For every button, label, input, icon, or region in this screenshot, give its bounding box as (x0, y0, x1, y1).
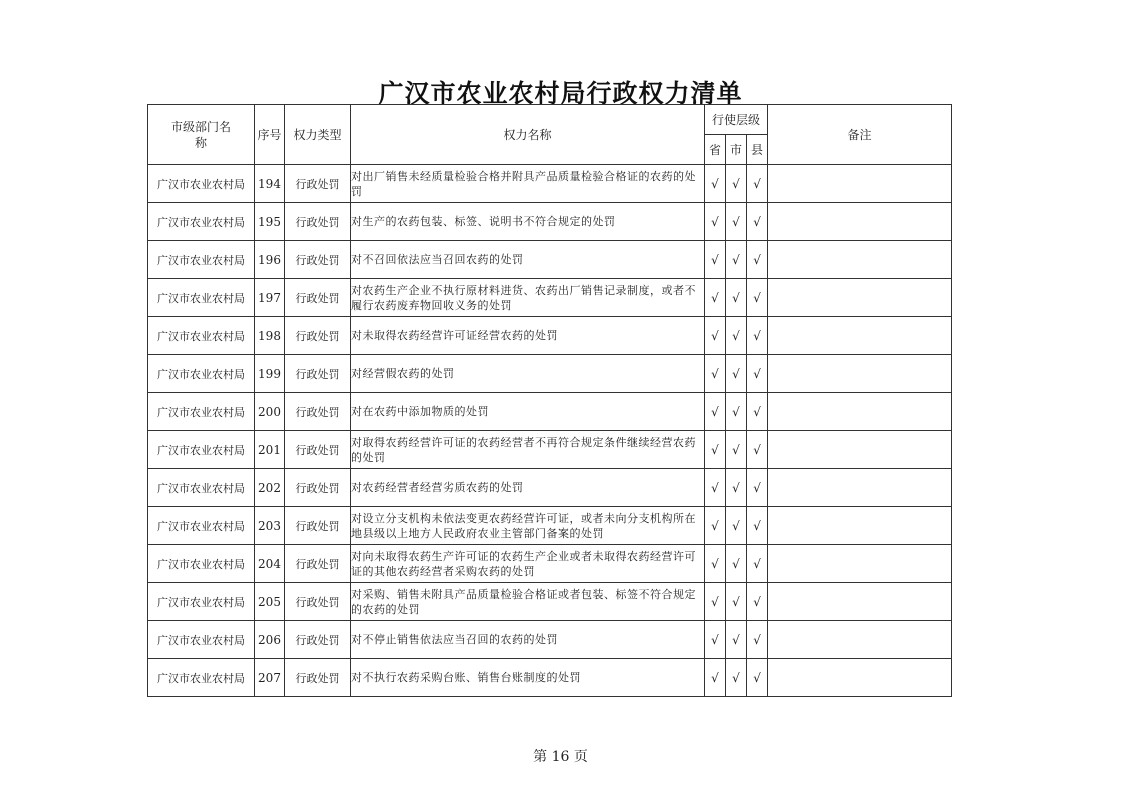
table-row (148, 507, 952, 545)
dept-cell: 广汉市农业农村局 (148, 431, 255, 469)
table-row (148, 621, 952, 659)
power-name-cell: 对取得农药经营许可证的农药经营者不再符合规定条件继续经营农药的处罚 (351, 431, 705, 469)
power-name-cell: 对农药生产企业不执行原材料进货、农药出厂销售记录制度，或者不履行农药废弃物回收义务的处罚 (351, 279, 705, 317)
power-type-cell: 行政处罚 (285, 279, 351, 317)
table-row (148, 431, 952, 469)
province-check-cell: √ (705, 659, 726, 697)
power-name-cell: 对不执行农药采购台账、销售台账制度的处罚 (351, 659, 705, 697)
note-cell (768, 431, 952, 469)
county-check-cell: √ (747, 431, 768, 469)
city-check-cell: √ (726, 393, 747, 431)
power-type-cell: 行政处罚 (285, 355, 351, 393)
city-check-cell: √ (726, 545, 747, 583)
power-type-cell: 行政处罚 (285, 393, 351, 431)
county-check-cell: √ (747, 621, 768, 659)
province-check-cell: √ (705, 621, 726, 659)
note-cell (768, 241, 952, 279)
dept-cell: 广汉市农业农村局 (148, 393, 255, 431)
table-body (148, 165, 952, 697)
seq-cell: 199 (255, 355, 285, 393)
seq-cell: 204 (255, 545, 285, 583)
dept-cell: 广汉市农业农村局 (148, 203, 255, 241)
note-cell (768, 507, 952, 545)
city-check-cell: √ (726, 317, 747, 355)
note-cell (768, 659, 952, 697)
city-check-cell: √ (726, 355, 747, 393)
province-check-cell: √ (705, 545, 726, 583)
power-name-cell: 对经营假农药的处罚 (351, 355, 705, 393)
power-type-cell: 行政处罚 (285, 621, 351, 659)
table-row (148, 469, 952, 507)
province-check-cell: √ (705, 583, 726, 621)
county-check-cell: √ (747, 355, 768, 393)
province-check-cell: √ (705, 431, 726, 469)
dept-cell: 广汉市农业农村局 (148, 355, 255, 393)
county-check-cell: √ (747, 317, 768, 355)
power-name-cell: 对不召回依法应当召回农药的处罚 (351, 241, 705, 279)
seq-cell: 197 (255, 279, 285, 317)
note-cell (768, 583, 952, 621)
seq-cell: 196 (255, 241, 285, 279)
note-cell (768, 621, 952, 659)
seq-cell: 198 (255, 317, 285, 355)
dept-cell: 广汉市农业农村局 (148, 469, 255, 507)
seq-cell: 205 (255, 583, 285, 621)
table-row (148, 165, 952, 203)
power-name-cell: 对不停止销售依法应当召回的农药的处罚 (351, 621, 705, 659)
city-check-cell: √ (726, 165, 747, 203)
province-check-cell: √ (705, 393, 726, 431)
province-check-cell: √ (705, 241, 726, 279)
power-name-cell: 对农药经营者经营劣质农药的处罚 (351, 469, 705, 507)
power-type-cell: 行政处罚 (285, 241, 351, 279)
power-type-cell: 行政处罚 (285, 203, 351, 241)
county-check-cell: √ (747, 203, 768, 241)
seq-cell: 207 (255, 659, 285, 697)
seq-cell: 194 (255, 165, 285, 203)
table-row (148, 355, 952, 393)
power-list-table (147, 104, 952, 697)
table-row (148, 203, 952, 241)
county-check-cell: √ (747, 545, 768, 583)
note-cell (768, 203, 952, 241)
dept-cell: 广汉市农业农村局 (148, 279, 255, 317)
table-row (148, 317, 952, 355)
seq-cell: 202 (255, 469, 285, 507)
header-note: 备注 (768, 105, 952, 165)
power-name-cell: 对生产的农药包装、标签、说明书不符合规定的处罚 (351, 203, 705, 241)
power-name-cell: 对在农药中添加物质的处罚 (351, 393, 705, 431)
note-cell (768, 469, 952, 507)
note-cell (768, 165, 952, 203)
page-number: 第 16 页 (533, 749, 588, 765)
province-check-cell: √ (705, 355, 726, 393)
county-check-cell: √ (747, 241, 768, 279)
header-city: 市 (726, 135, 747, 165)
table-row (148, 279, 952, 317)
city-check-cell: √ (726, 203, 747, 241)
dept-cell: 广汉市农业农村局 (148, 659, 255, 697)
city-check-cell: √ (726, 507, 747, 545)
city-check-cell: √ (726, 659, 747, 697)
note-cell (768, 355, 952, 393)
table-row (148, 241, 952, 279)
header-level: 行使层级 (705, 105, 768, 135)
province-check-cell: √ (705, 279, 726, 317)
power-name-cell: 对设立分支机构未依法变更农药经营许可证，或者未向分支机构所在地县级以上地方人民政府农业主管部门备案的处罚 (351, 507, 705, 545)
power-type-cell: 行政处罚 (285, 469, 351, 507)
city-check-cell: √ (726, 431, 747, 469)
power-type-cell: 行政处罚 (285, 431, 351, 469)
table-row (148, 393, 952, 431)
power-type-cell: 行政处罚 (285, 165, 351, 203)
county-check-cell: √ (747, 507, 768, 545)
city-check-cell: √ (726, 469, 747, 507)
seq-cell: 201 (255, 431, 285, 469)
header-seq: 序号 (255, 105, 285, 165)
power-name-cell: 对向未取得农药生产许可证的农药生产企业或者未取得农药经营许可证的其他农药经营者采购农药的处罚 (351, 545, 705, 583)
county-check-cell: √ (747, 469, 768, 507)
seq-cell: 206 (255, 621, 285, 659)
header-name: 权力名称 (351, 105, 705, 165)
power-type-cell: 行政处罚 (285, 583, 351, 621)
county-check-cell: √ (747, 393, 768, 431)
seq-cell: 203 (255, 507, 285, 545)
table-row (148, 583, 952, 621)
province-check-cell: √ (705, 203, 726, 241)
header-province: 省 (705, 135, 726, 165)
power-name-cell: 对未取得农药经营许可证经营农药的处罚 (351, 317, 705, 355)
header-dept: 市级部门名称 (148, 105, 255, 165)
note-cell (768, 393, 952, 431)
county-check-cell: √ (747, 279, 768, 317)
power-name-cell: 对出厂销售未经质量检验合格并附具产品质量检验合格证的农药的处罚 (351, 165, 705, 203)
note-cell (768, 545, 952, 583)
table-row (148, 659, 952, 697)
header-county: 县 (747, 135, 768, 165)
seq-cell: 200 (255, 393, 285, 431)
province-check-cell: √ (705, 469, 726, 507)
power-type-cell: 行政处罚 (285, 545, 351, 583)
dept-cell: 广汉市农业农村局 (148, 621, 255, 659)
city-check-cell: √ (726, 279, 747, 317)
dept-cell: 广汉市农业农村局 (148, 583, 255, 621)
city-check-cell: √ (726, 583, 747, 621)
page-title: 广汉市农业农村局行政权力清单 (378, 79, 743, 108)
power-type-cell: 行政处罚 (285, 659, 351, 697)
dept-cell: 广汉市农业农村局 (148, 165, 255, 203)
note-cell (768, 279, 952, 317)
power-name-cell: 对采购、销售未附具产品质量检验合格证或者包装、标签不符合规定的农药的处罚 (351, 583, 705, 621)
power-type-cell: 行政处罚 (285, 507, 351, 545)
province-check-cell: √ (705, 507, 726, 545)
dept-cell: 广汉市农业农村局 (148, 241, 255, 279)
county-check-cell: √ (747, 165, 768, 203)
dept-cell: 广汉市农业农村局 (148, 545, 255, 583)
province-check-cell: √ (705, 165, 726, 203)
power-type-cell: 行政处罚 (285, 317, 351, 355)
header-type: 权力类型 (285, 105, 351, 165)
city-check-cell: √ (726, 241, 747, 279)
city-check-cell: √ (726, 621, 747, 659)
seq-cell: 195 (255, 203, 285, 241)
dept-cell: 广汉市农业农村局 (148, 317, 255, 355)
dept-cell: 广汉市农业农村局 (148, 507, 255, 545)
province-check-cell: √ (705, 317, 726, 355)
note-cell (768, 317, 952, 355)
county-check-cell: √ (747, 659, 768, 697)
county-check-cell: √ (747, 583, 768, 621)
table-row (148, 545, 952, 583)
